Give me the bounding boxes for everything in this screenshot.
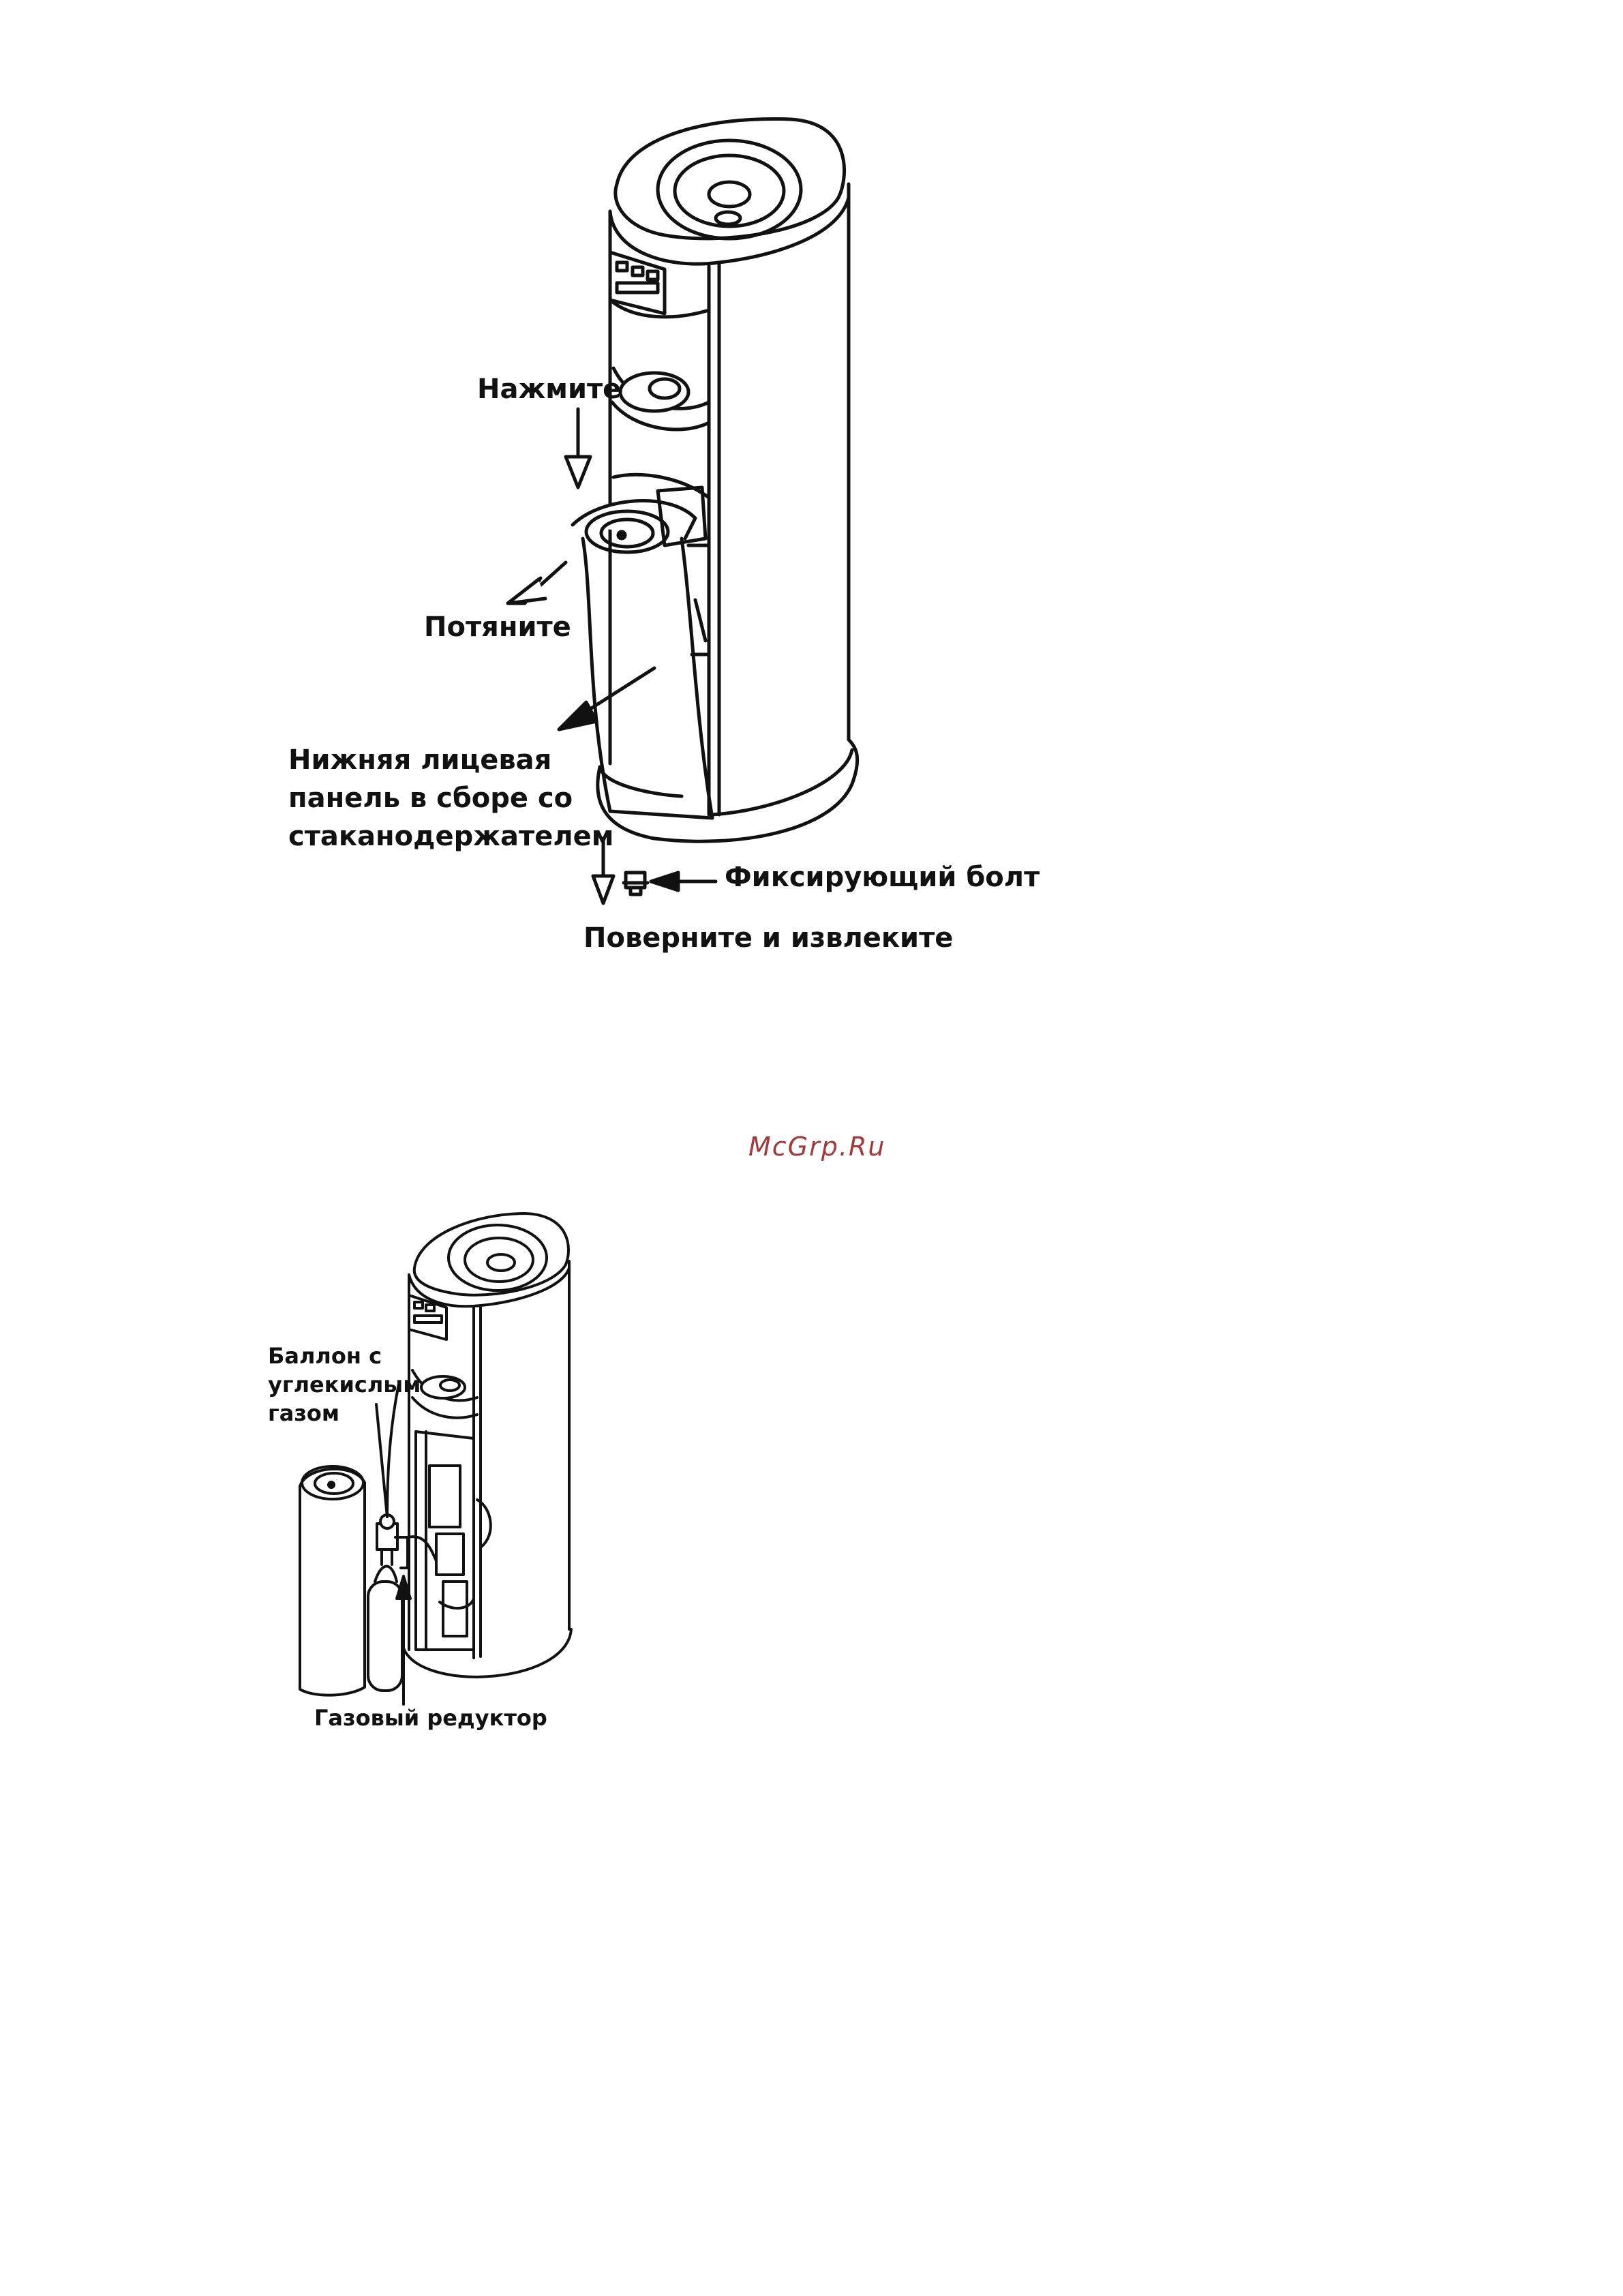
label-turn-and-remove: Поверните и извлеките (583, 922, 954, 954)
dispenser-drawing-2 (0, 1159, 1623, 1772)
label-panel-line-3: стаканодержателем (288, 821, 614, 852)
label-press: Нажмите (477, 374, 622, 405)
label-cylinder-line-3: газом (268, 1400, 340, 1426)
figure-co2-cylinder (0, 1159, 1623, 1772)
label-cylinder-line-2: углекислым (268, 1372, 421, 1398)
label-gas-reducer: Газовый редуктор (314, 1705, 547, 1731)
label-cylinder-line-1: Баллон с (268, 1343, 382, 1369)
watermark-text: McGrp.Ru (748, 1132, 886, 1162)
figure-panel-removal (0, 0, 1623, 1023)
label-panel-line-2: панель в сборе со (288, 783, 573, 814)
label-fixing-bolt: Фиксирующий болт (725, 862, 1040, 893)
label-panel-line-1: Нижняя лицевая (288, 744, 552, 776)
label-pull: Потяните (424, 611, 571, 643)
label-co2-cylinder (268, 1342, 421, 1428)
label-lower-front-panel (288, 741, 613, 856)
